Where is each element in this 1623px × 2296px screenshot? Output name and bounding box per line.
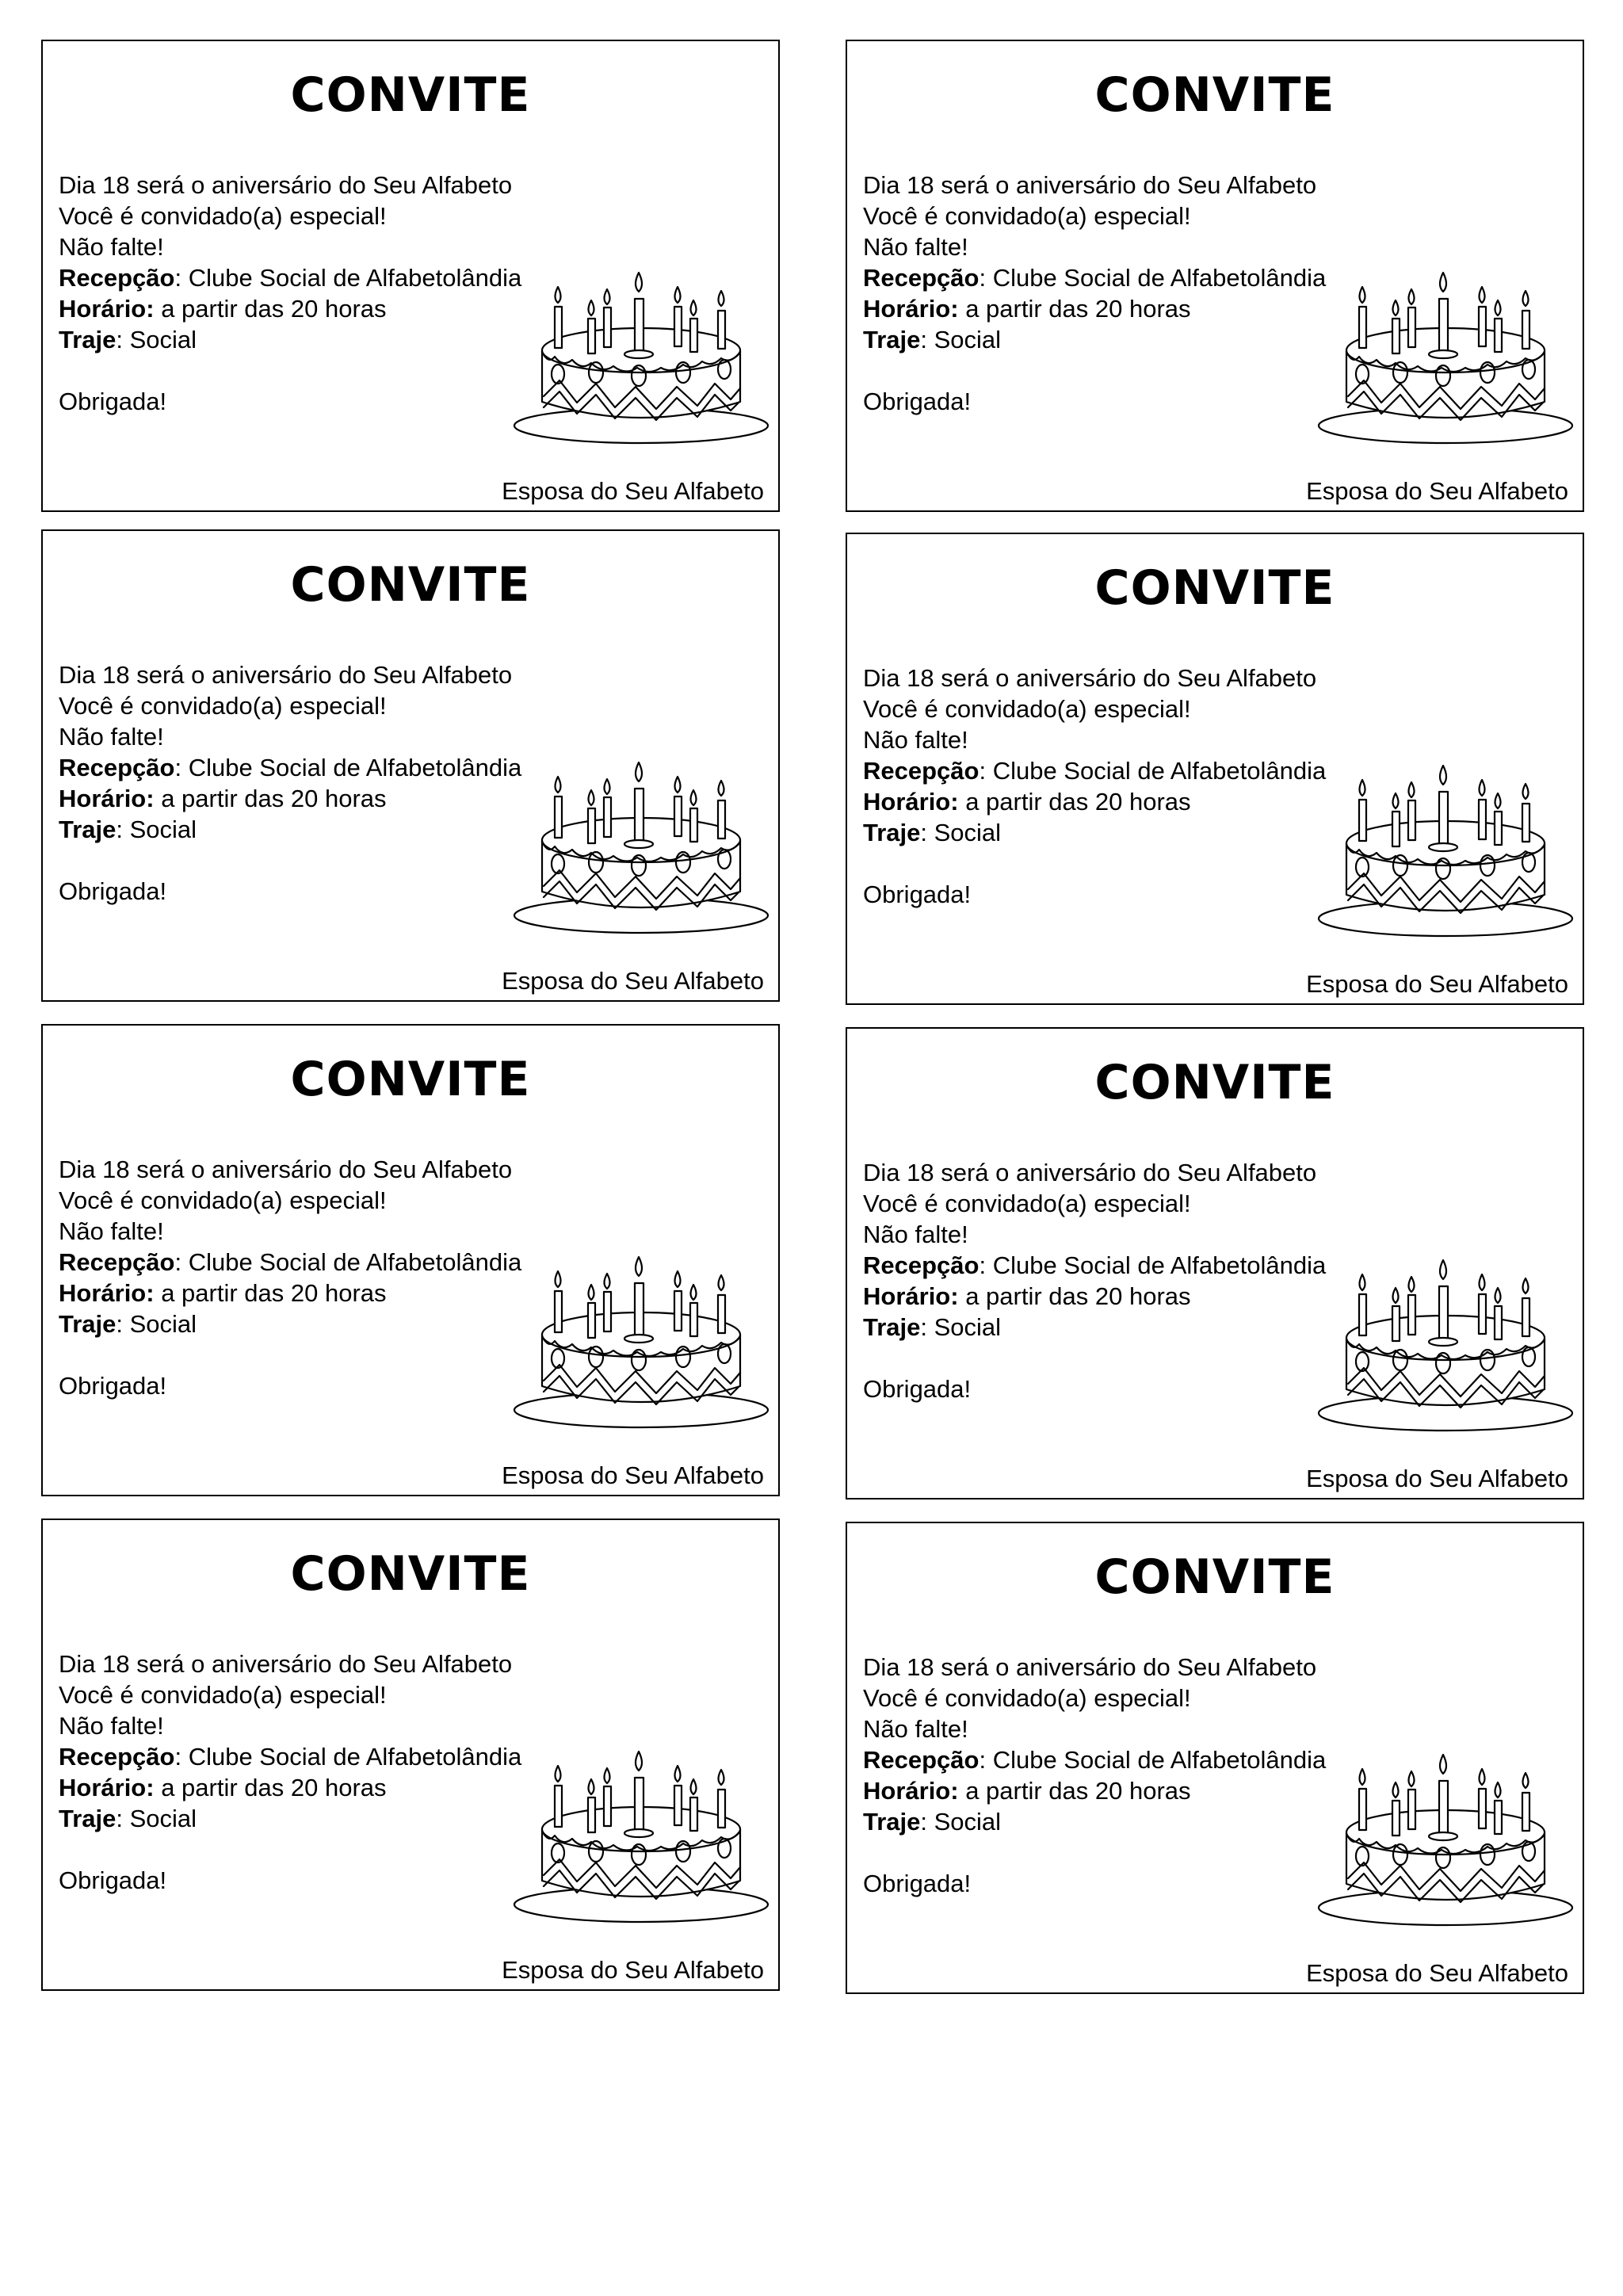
reminder-line: Não falte! <box>863 233 968 261</box>
card-title: CONVITE <box>290 67 531 123</box>
card-title: CONVITE <box>290 1052 531 1107</box>
time-line <box>863 786 1326 817</box>
dress-value: : Social <box>920 1313 1002 1341</box>
dress-value: : Social <box>920 1808 1002 1836</box>
reminder-line: Não falte! <box>59 723 164 751</box>
date-line: Dia 18 será o aniversário do Seu Alfabeto <box>863 1159 1317 1186</box>
reception-value: : Clube Social de Alfabetolândia <box>174 264 522 292</box>
invitation-card <box>41 529 780 1002</box>
time-label: Horário: <box>863 788 959 816</box>
reception-line <box>863 1250 1326 1281</box>
spacer <box>59 845 521 876</box>
thanks-line: Obrigada! <box>59 877 167 905</box>
time-label: Horário: <box>59 1279 155 1307</box>
invitation-card <box>41 1519 780 1991</box>
dress-line <box>863 324 1326 355</box>
card-body <box>59 659 521 907</box>
reception-value: : Clube Social de Alfabetolândia <box>979 1251 1327 1279</box>
dress-line <box>59 1308 521 1339</box>
reminder-line: Não falte! <box>863 726 968 754</box>
reception-line <box>863 262 1326 293</box>
invitation-card <box>41 1024 780 1496</box>
date-line: Dia 18 será o aniversário do Seu Alfabeto <box>59 1156 513 1183</box>
dress-label: Traje <box>59 816 116 843</box>
time-line <box>59 1772 521 1803</box>
card-body <box>863 170 1326 417</box>
dress-line <box>863 1312 1326 1343</box>
reception-label: Recepção <box>59 1248 175 1276</box>
reception-label: Recepção <box>59 754 175 781</box>
date-line: Dia 18 será o aniversário do Seu Alfabeto <box>863 664 1317 692</box>
time-line <box>863 293 1326 324</box>
birthday-cake-icon <box>510 1247 772 1430</box>
reminder-line: Não falte! <box>59 1217 164 1245</box>
birthday-cake-icon <box>1315 1251 1576 1433</box>
time-line <box>863 1281 1326 1312</box>
reminder-line: Não falte! <box>59 233 164 261</box>
dress-label: Traje <box>863 1808 921 1836</box>
date-line: Dia 18 será o aniversário do Seu Alfabeto <box>59 661 513 689</box>
card-title: CONVITE <box>1094 1055 1335 1110</box>
signature: Esposa do Seu Alfabeto <box>502 967 764 995</box>
spacer <box>863 1343 1326 1373</box>
time-value: a partir das 20 horas <box>958 788 1191 816</box>
guest-line: Você é convidado(a) especial! <box>59 202 387 230</box>
thanks-line: Obrigada! <box>59 1866 167 1894</box>
time-value: a partir das 20 horas <box>154 785 387 812</box>
reception-label: Recepção <box>863 1251 980 1279</box>
invitation-card <box>846 40 1584 512</box>
reception-value: : Clube Social de Alfabetolândia <box>979 757 1327 785</box>
card-body <box>59 1154 521 1401</box>
invitation-card <box>846 1522 1584 1994</box>
reception-line <box>59 1247 521 1278</box>
time-label: Horário: <box>863 295 959 323</box>
reception-value: : Clube Social de Alfabetolândia <box>174 1248 522 1276</box>
guest-line: Você é convidado(a) especial! <box>59 692 387 720</box>
reception-line <box>863 755 1326 786</box>
time-label: Horário: <box>59 785 155 812</box>
reception-label: Recepção <box>863 264 980 292</box>
spacer <box>863 355 1326 386</box>
dress-label: Traje <box>59 1805 116 1832</box>
reception-line <box>59 262 521 293</box>
spacer <box>59 1834 521 1865</box>
reminder-line: Não falte! <box>863 1715 968 1743</box>
time-line <box>59 293 521 324</box>
reception-value: : Clube Social de Alfabetolândia <box>979 264 1327 292</box>
reminder-line: Não falte! <box>59 1712 164 1740</box>
guest-line: Você é convidado(a) especial! <box>863 202 1191 230</box>
time-label: Horário: <box>59 295 155 323</box>
spacer <box>863 1837 1326 1868</box>
guest-line: Você é convidado(a) especial! <box>59 1681 387 1709</box>
dress-label: Traje <box>863 1313 921 1341</box>
reception-label: Recepção <box>59 264 175 292</box>
time-line <box>59 783 521 814</box>
time-line <box>59 1278 521 1308</box>
signature: Esposa do Seu Alfabeto <box>502 477 764 505</box>
card-title: CONVITE <box>290 1546 531 1602</box>
signature: Esposa do Seu Alfabeto <box>502 1461 764 1489</box>
card-title: CONVITE <box>1094 560 1335 616</box>
time-line <box>863 1775 1326 1806</box>
guest-line: Você é convidado(a) especial! <box>863 1190 1191 1217</box>
reception-label: Recepção <box>863 1746 980 1774</box>
dress-line <box>863 817 1326 848</box>
birthday-cake-icon <box>1315 263 1576 445</box>
birthday-cake-icon <box>510 263 772 445</box>
signature: Esposa do Seu Alfabeto <box>1306 970 1568 998</box>
date-line: Dia 18 será o aniversário do Seu Alfabeto <box>59 171 513 199</box>
date-line: Dia 18 será o aniversário do Seu Alfabeto <box>863 171 1317 199</box>
dress-line <box>863 1806 1326 1837</box>
reception-line <box>59 1741 521 1772</box>
card-body <box>59 1648 521 1896</box>
signature: Esposa do Seu Alfabeto <box>1306 1465 1568 1492</box>
invitation-card <box>846 1027 1584 1499</box>
dress-line <box>59 814 521 845</box>
spacer <box>59 1339 521 1370</box>
thanks-line: Obrigada! <box>59 1372 167 1400</box>
dress-value: : Social <box>116 816 197 843</box>
thanks-line: Obrigada! <box>863 1375 972 1403</box>
dress-value: : Social <box>116 326 197 353</box>
reception-label: Recepção <box>59 1743 175 1771</box>
reception-label: Recepção <box>863 757 980 785</box>
time-label: Horário: <box>863 1282 959 1310</box>
thanks-line: Obrigada! <box>863 1870 972 1897</box>
spacer <box>863 848 1326 879</box>
card-body <box>863 663 1326 910</box>
thanks-line: Obrigada! <box>863 881 972 908</box>
reception-value: : Clube Social de Alfabetolândia <box>174 1743 522 1771</box>
card-title: CONVITE <box>290 557 531 613</box>
guest-line: Você é convidado(a) especial! <box>863 695 1191 723</box>
signature: Esposa do Seu Alfabeto <box>502 1956 764 1984</box>
reception-line <box>59 752 521 783</box>
time-value: a partir das 20 horas <box>958 295 1191 323</box>
birthday-cake-icon <box>1315 1745 1576 1927</box>
date-line: Dia 18 será o aniversário do Seu Alfabeto <box>59 1650 513 1678</box>
card-body <box>863 1652 1326 1899</box>
date-line: Dia 18 será o aniversário do Seu Alfabeto <box>863 1653 1317 1681</box>
invitation-card <box>41 40 780 512</box>
invitation-card <box>846 533 1584 1005</box>
time-value: a partir das 20 horas <box>154 1774 387 1801</box>
birthday-cake-icon <box>1315 756 1576 938</box>
reception-value: : Clube Social de Alfabetolândia <box>979 1746 1327 1774</box>
time-value: a partir das 20 horas <box>958 1282 1191 1310</box>
dress-label: Traje <box>59 326 116 353</box>
thanks-line: Obrigada! <box>59 388 167 415</box>
reminder-line: Não falte! <box>863 1221 968 1248</box>
dress-line <box>59 1803 521 1834</box>
time-label: Horário: <box>863 1777 959 1805</box>
reception-value: : Clube Social de Alfabetolândia <box>174 754 522 781</box>
dress-value: : Social <box>920 326 1002 353</box>
birthday-cake-icon <box>510 1742 772 1924</box>
guest-line: Você é convidado(a) especial! <box>863 1684 1191 1712</box>
time-value: a partir das 20 horas <box>958 1777 1191 1805</box>
dress-label: Traje <box>59 1310 116 1338</box>
dress-value: : Social <box>116 1805 197 1832</box>
birthday-cake-icon <box>510 753 772 935</box>
dress-value: : Social <box>920 819 1002 846</box>
dress-value: : Social <box>116 1310 197 1338</box>
thanks-line: Obrigada! <box>863 388 972 415</box>
dress-label: Traje <box>863 326 921 353</box>
card-body <box>59 170 521 417</box>
card-body <box>863 1157 1326 1404</box>
reception-line <box>863 1744 1326 1775</box>
time-label: Horário: <box>59 1774 155 1801</box>
dress-line <box>59 324 521 355</box>
time-value: a partir das 20 horas <box>154 295 387 323</box>
card-title: CONVITE <box>1094 67 1335 123</box>
card-title: CONVITE <box>1094 1549 1335 1605</box>
spacer <box>59 355 521 386</box>
guest-line: Você é convidado(a) especial! <box>59 1186 387 1214</box>
signature: Esposa do Seu Alfabeto <box>1306 1959 1568 1987</box>
signature: Esposa do Seu Alfabeto <box>1306 477 1568 505</box>
time-value: a partir das 20 horas <box>154 1279 387 1307</box>
dress-label: Traje <box>863 819 921 846</box>
